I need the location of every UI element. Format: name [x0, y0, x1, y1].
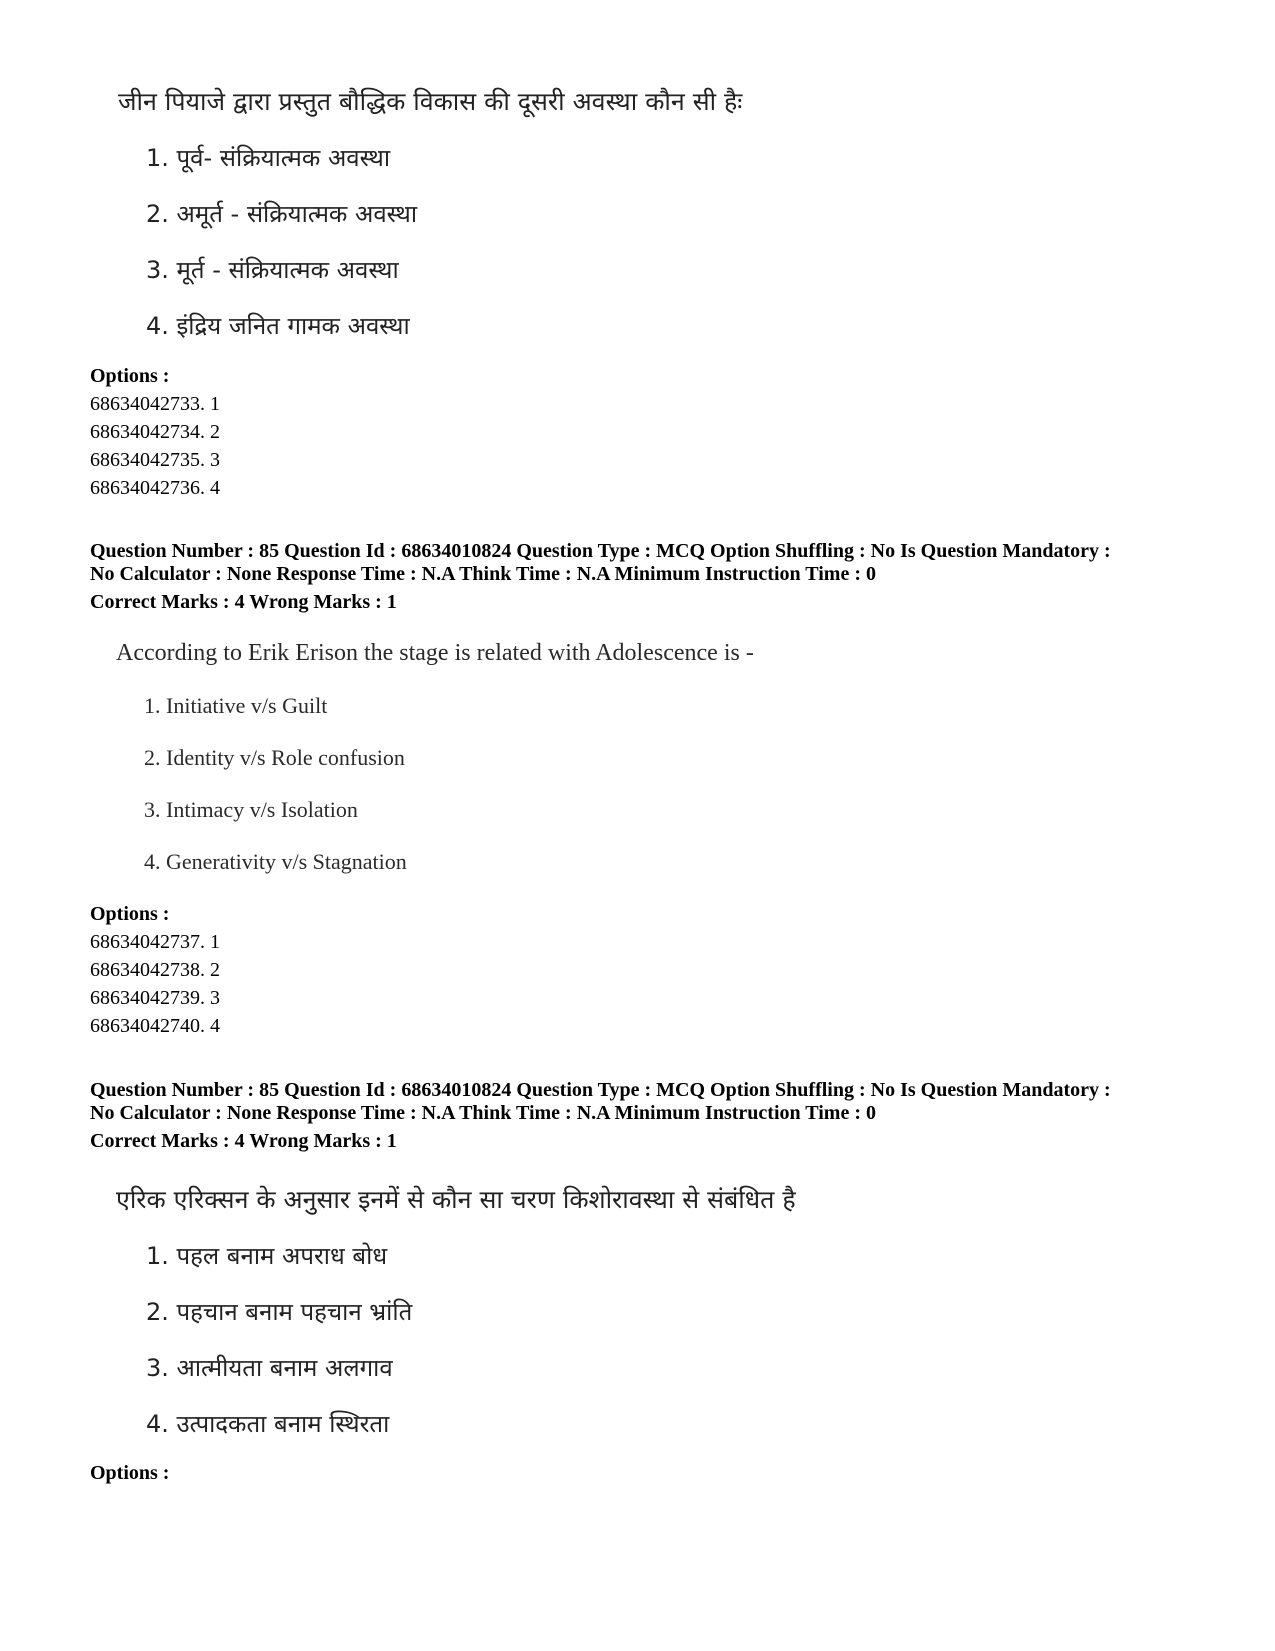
- option-row: 68634042739. 3: [90, 987, 220, 1009]
- choice-item: 3. आत्मीयता बनाम अलगाव: [146, 1354, 393, 1382]
- choice-item: 1. Initiative v/s Guilt: [144, 693, 328, 718]
- options-label: Options :: [90, 365, 170, 387]
- choice-item: 1. पहल बनाम अपराध बोध: [146, 1242, 388, 1270]
- choice-item: 3. मूर्त - संक्रियात्मक अवस्था: [146, 256, 399, 284]
- question-text-english: According to Erik Erison the stage is related with Adolescence is -: [116, 640, 754, 666]
- question-meta-line: Question Number : 85 Question Id : 68634010824 Question Type : MCQ Option Shuffling : No Is Question Mandatory :: [90, 1079, 1111, 1101]
- question-meta-line: No Calculator : None Response Time : N.A Think Time : N.A Minimum Instruction Time : 0: [90, 563, 876, 585]
- option-row: 68634042740. 4: [90, 1015, 220, 1037]
- question-meta-line: Question Number : 85 Question Id : 68634010824 Question Type : MCQ Option Shuffling : No Is Question Mandatory :: [90, 540, 1111, 562]
- question-text-hindi-1: जीन पियाजे द्वारा प्रस्तुत बौद्धिक विकास की दूसरी अवस्था कौन सी हैः: [118, 87, 743, 116]
- option-row: 68634042737. 1: [90, 931, 220, 953]
- choice-item: 3. Intimacy v/s Isolation: [144, 797, 358, 822]
- options-label: Options :: [90, 1462, 170, 1484]
- option-row: 68634042738. 2: [90, 959, 220, 981]
- option-row: 68634042733. 1: [90, 393, 220, 415]
- option-row: 68634042736. 4: [90, 477, 220, 499]
- question-text-hindi-2: एरिक एरिक्सन के अनुसार इनमें से कौन सा चरण किशोरावस्था से संबंधित है: [116, 1185, 796, 1214]
- choice-item: 4. उत्पादकता बनाम स्थिरता: [146, 1410, 390, 1438]
- question-meta-line: No Calculator : None Response Time : N.A Think Time : N.A Minimum Instruction Time : 0: [90, 1102, 876, 1124]
- option-row: 68634042734. 2: [90, 421, 220, 443]
- choice-item: 4. इंद्रिय जनित गामक अवस्था: [146, 312, 410, 340]
- options-label: Options :: [90, 903, 170, 925]
- choice-item: 4. Generativity v/s Stagnation: [144, 849, 407, 874]
- choice-item: 2. Identity v/s Role confusion: [144, 745, 405, 770]
- choice-item: 1. पूर्व- संक्रियात्मक अवस्था: [146, 144, 391, 172]
- choice-item: 2. पहचान बनाम पहचान भ्रांति: [146, 1298, 413, 1326]
- option-row: 68634042735. 3: [90, 449, 220, 471]
- question-marks: Correct Marks : 4 Wrong Marks : 1: [90, 1130, 397, 1152]
- choice-item: 2. अमूर्त - संक्रियात्मक अवस्था: [146, 200, 418, 228]
- question-marks: Correct Marks : 4 Wrong Marks : 1: [90, 591, 397, 613]
